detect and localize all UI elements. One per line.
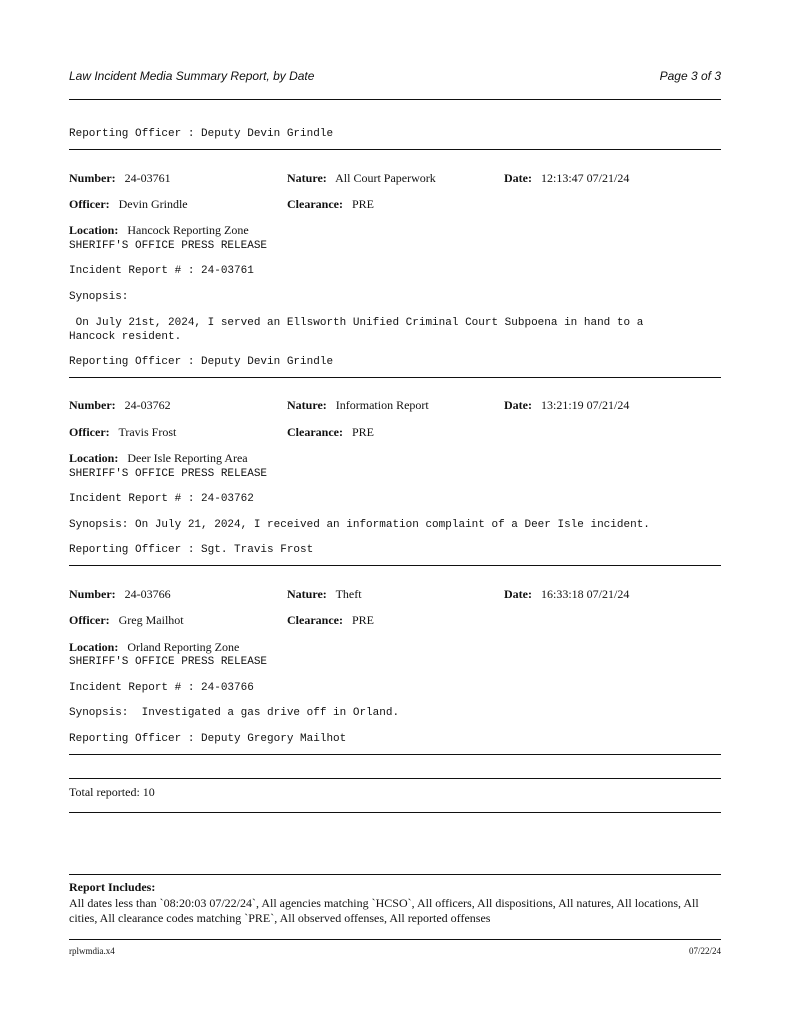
clearance-label: Clearance: [287,425,343,439]
press-release: SHERIFF'S OFFICE PRESS RELEASE [69,240,268,252]
incident-location: Orland Reporting Zone [127,640,240,654]
section-rule [69,754,721,755]
number-field [69,171,171,186]
includes-rule [69,874,721,875]
report-title: Law Incident Media Summary Report, by Date [69,69,315,83]
report-includes-label: Report Includes: [69,880,156,894]
footer-rule [69,939,721,940]
incident-clearance: PRE [351,425,374,439]
officer-label: Officer: [69,197,110,211]
incident-date: 16:33:18 07/21/24 [540,587,630,601]
clearance-field [287,613,374,628]
incident-number: 24-03762 [124,398,171,412]
incident-clearance: PRE [351,197,374,211]
synopsis-text: Synopsis: On July 21, 2024, I received an information complaint of a Deer Isle incident. [69,519,650,531]
date-label: Date: [504,171,532,185]
incident-location: Deer Isle Reporting Area [127,451,248,465]
date-field [504,171,629,186]
nature-field [287,398,429,413]
footer-date: 07/22/24 [688,946,721,956]
incident-officer: Greg Mailhot [118,613,184,627]
reporting-officer: Reporting Officer : Sgt. Travis Frost [69,544,314,556]
incident-date: 12:13:47 07/21/24 [540,171,630,185]
incident-number: 24-03766 [124,587,171,601]
incident-report-number: Incident Report # : 24-03766 [69,682,254,694]
nature-label: Nature: [287,398,327,412]
total-reported: Total reported: 10 [69,785,155,799]
location-label: Location: [69,223,119,237]
officer-field [69,613,184,628]
incident-location: Hancock Reporting Zone [127,223,249,237]
incident-officer: Devin Grindle [118,197,188,211]
clearance-field [287,197,374,212]
incident-report-number: Incident Report # : 24-03761 [69,265,254,277]
location-field [69,223,249,238]
incident-report-number: Incident Report # : 24-03762 [69,493,254,505]
number-label: Number: [69,587,116,601]
date-field [504,398,629,413]
prev-reporting-officer: Reporting Officer : Deputy Devin Grindle [69,128,334,140]
officer-field [69,425,176,440]
number-field [69,587,171,602]
press-release: SHERIFF'S OFFICE PRESS RELEASE [69,468,268,480]
date-label: Date: [504,587,532,601]
incident-nature: Information Report [335,398,429,412]
footer-program: rplwmdia.x4 [69,946,115,956]
incident-clearance: PRE [351,613,374,627]
report-includes-text: All dates less than `08:20:03 07/22/24`, All agencies matching `HCSO`, All officers, All dispositions, All natures, All locations, All cities, All clearance codes matching `PRE`, All observed offenses, All reported offenses [69,896,699,925]
incident-nature: All Court Paperwork [335,171,436,185]
synopsis-text: On July 21st, 2024, I served an Ellsworth Unified Criminal Court Subpoena in hand to a Hancock resident. [69,317,644,343]
press-release: SHERIFF'S OFFICE PRESS RELEASE [69,656,268,668]
incident-date: 13:21:19 07/21/24 [540,398,630,412]
clearance-label: Clearance: [287,613,343,627]
total-rule-bottom [69,812,721,813]
location-field [69,451,248,466]
officer-label: Officer: [69,613,110,627]
number-label: Number: [69,171,116,185]
incident-officer: Travis Frost [118,425,177,439]
location-label: Location: [69,640,119,654]
incident-number: 24-03761 [124,171,171,185]
total-rule-top [69,778,721,779]
incident-nature: Theft [335,587,362,601]
number-field [69,398,171,413]
synopsis-text: Synopsis: Investigated a gas drive off in Orland. [69,707,400,719]
date-field [504,587,629,602]
reporting-officer: Reporting Officer : Deputy Gregory Mailhot [69,733,347,745]
page-number: Page 3 of 3 [659,69,721,83]
nature-label: Nature: [287,587,327,601]
location-label: Location: [69,451,119,465]
section-rule [69,149,721,150]
location-field [69,640,239,655]
clearance-field [287,425,374,440]
header-rule [69,99,721,100]
nature-field [287,171,436,186]
nature-label: Nature: [287,171,327,185]
officer-field [69,197,188,212]
officer-label: Officer: [69,425,110,439]
date-label: Date: [504,398,532,412]
nature-field [287,587,362,602]
reporting-officer: Reporting Officer : Deputy Devin Grindle [69,356,334,368]
clearance-label: Clearance: [287,197,343,211]
number-label: Number: [69,398,116,412]
section-rule [69,377,721,378]
synopsis-label: Synopsis: [69,291,129,303]
section-rule [69,565,721,566]
